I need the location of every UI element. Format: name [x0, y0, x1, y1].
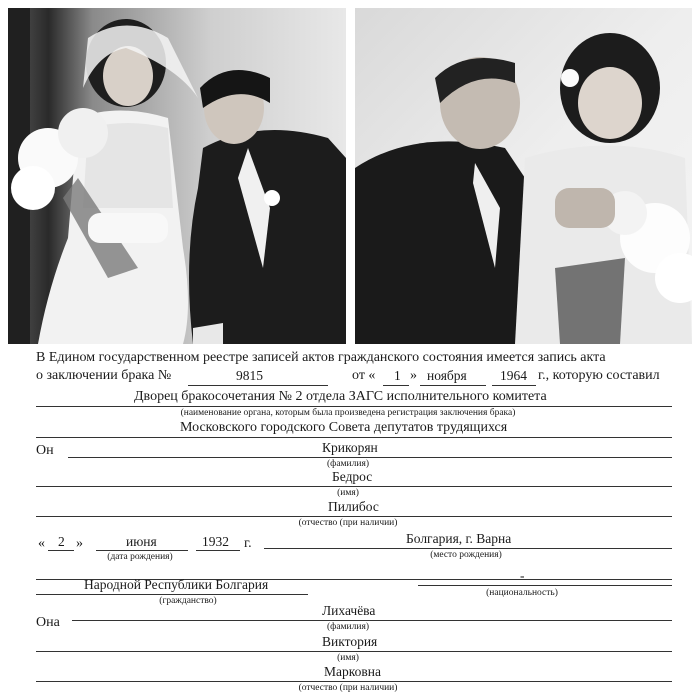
nationality-caption: (национальность) — [486, 588, 558, 598]
he-name: Бедрос — [332, 469, 373, 484]
he-name-caption: (имя) — [337, 488, 359, 498]
marriage-certificate — [0, 346, 700, 700]
citizenship: Народной Республики Болгария — [84, 577, 269, 592]
birth-year-suffix: г. — [244, 536, 252, 551]
birth-year: 1932 — [202, 534, 229, 549]
nationality: - — [520, 568, 525, 583]
date-quote-close: » — [410, 368, 417, 383]
she-name-caption: (имя) — [337, 653, 359, 663]
birth-month: июня — [126, 534, 157, 549]
record-month: ноября — [427, 368, 467, 383]
he-label: Он — [36, 443, 54, 458]
birth-quote-open: « — [38, 536, 45, 551]
she-surname: Лихачёва — [322, 603, 376, 618]
intro-line-1: В Едином государственном реестре записей актов гражданского состояния имеется запись акта — [36, 350, 606, 365]
birth-place: Болгария, г. Варна — [406, 531, 512, 546]
intro-line-2-prefix: о заключении брака № — [36, 368, 172, 383]
birth-quote-close: » — [76, 536, 83, 551]
he-surname-caption: (фамилия) — [327, 459, 369, 469]
date-from-label: от « — [352, 368, 376, 383]
birth-day: 2 — [58, 534, 65, 549]
she-patronymic: Марковна — [324, 664, 381, 679]
she-name: Виктория — [322, 634, 378, 649]
she-surname-caption: (фамилия) — [327, 622, 369, 632]
record-number: 9815 — [236, 368, 263, 383]
wedding-photo-left — [8, 8, 346, 344]
record-day: 1 — [394, 368, 401, 383]
record-year: 1964 — [500, 368, 527, 383]
record-year-suffix: г., которую составил — [538, 368, 660, 383]
he-patronymic: Пилибос — [328, 499, 379, 514]
registrar-caption: (наименование органа, которым была произведена регистрация заключения брака) — [180, 408, 516, 418]
she-patronymic-caption: (отчество (при наличии) — [298, 683, 398, 693]
wedding-photo-right — [355, 8, 692, 344]
she-label: Она — [36, 615, 60, 630]
birth-date-caption: (дата рождения) — [107, 552, 173, 562]
he-surname: Крикорян — [322, 440, 378, 455]
registrar-line-1: Дворец бракосочетания № 2 отдела ЗАГС исполнительного комитета — [134, 389, 547, 404]
birth-place-caption: (место рождения) — [430, 550, 502, 560]
he-patronymic-caption: (отчество (при наличии) — [298, 518, 398, 528]
registrar-line-2: Московского городского Совета депутатов трудящихся — [180, 420, 508, 435]
citizenship-caption: (гражданство) — [159, 596, 217, 606]
